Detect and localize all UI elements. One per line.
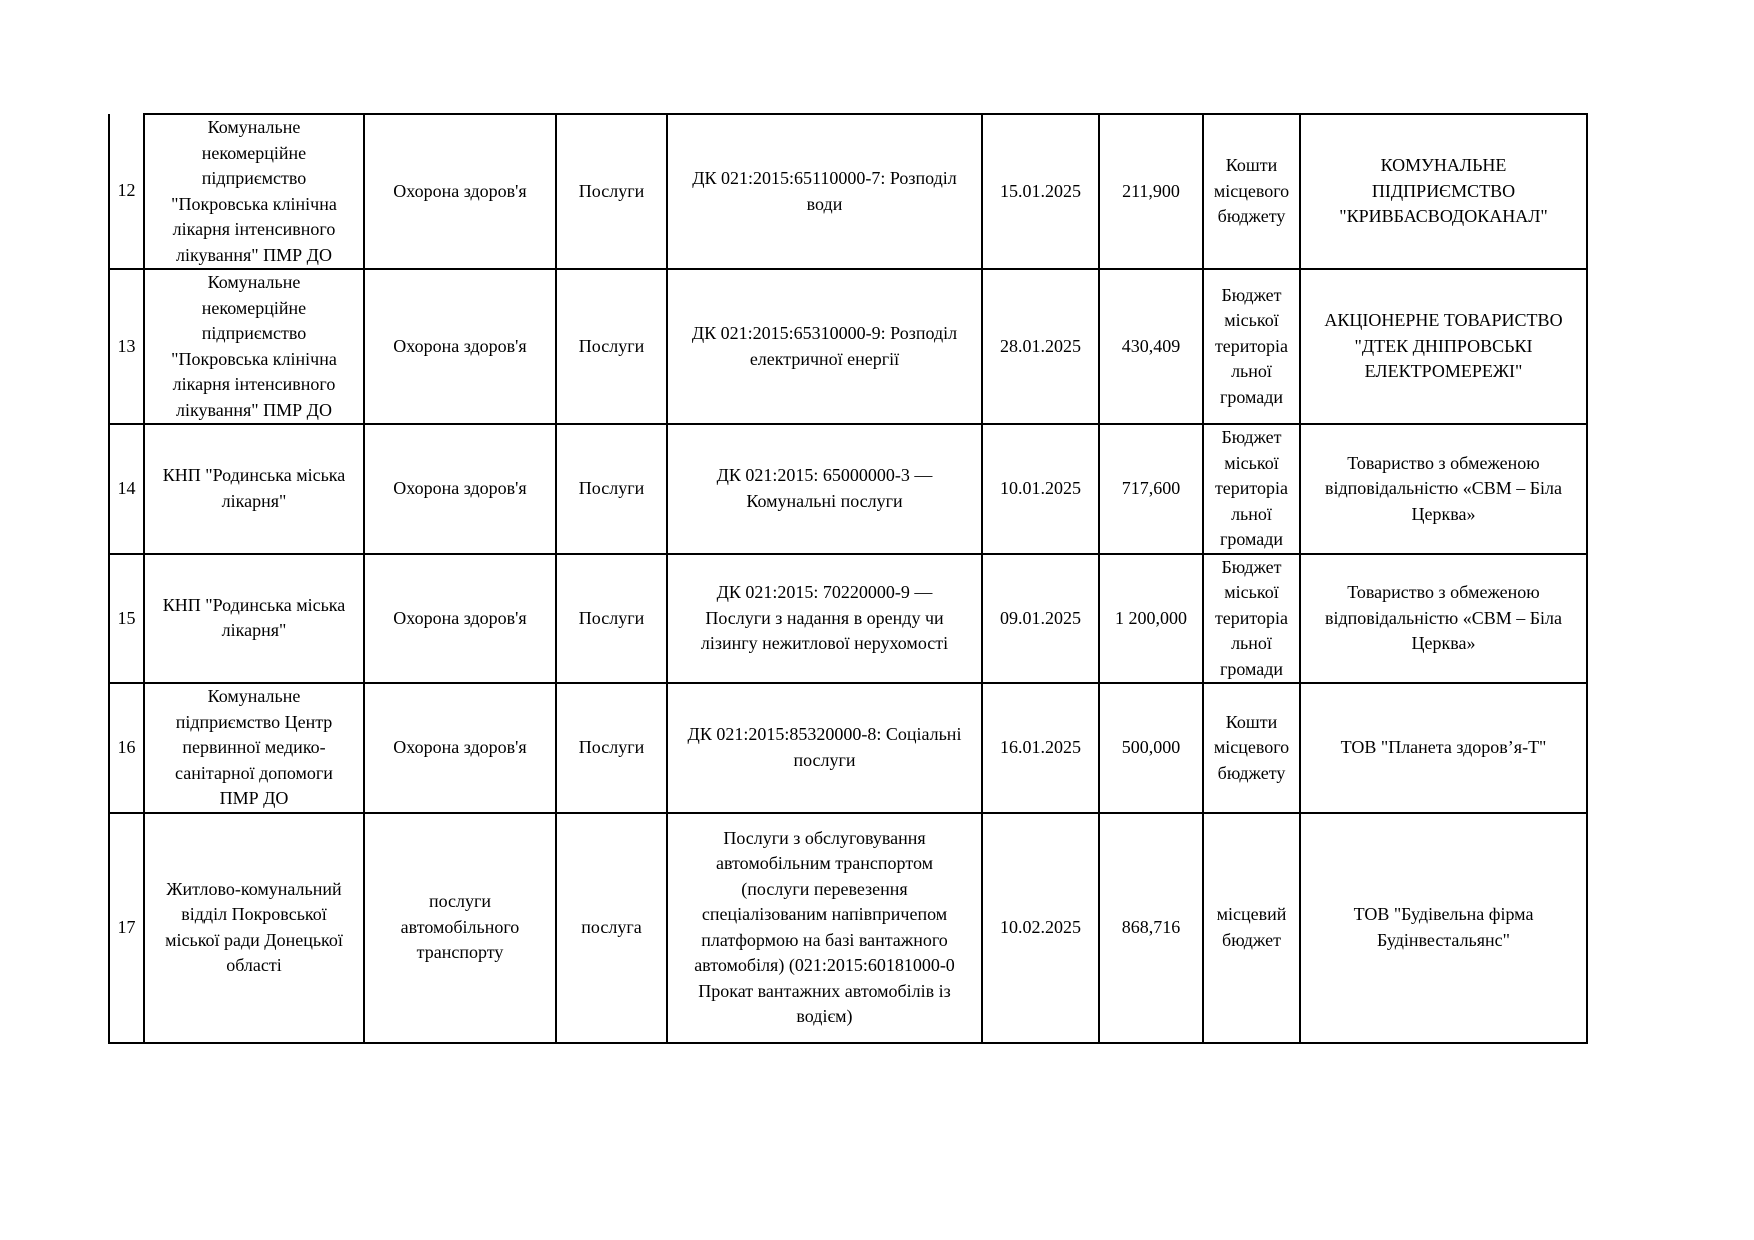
row-number: 12: [109, 114, 144, 269]
subject-cell: ДК 021:2015:85320000-8: Соціальні послуги: [667, 683, 982, 813]
customer-cell: Комунальне некомерційне підприємство "Покровська клінічна лікарня інтенсивного лікування" ПМР ДО: [144, 114, 364, 269]
customer-cell: Житлово-комунальний відділ Покровської міської ради Донецької області: [144, 813, 364, 1043]
customer-cell: КНП "Родинська міська лікарня": [144, 424, 364, 554]
amount-cell: 211,900: [1099, 114, 1203, 269]
type-cell: Послуги: [556, 554, 667, 684]
amount-cell: 868,716: [1099, 813, 1203, 1043]
amount-cell: 430,409: [1099, 269, 1203, 424]
subject-cell: Послуги з обслуговування автомобільним транспортом (послуги перевезення спеціалізованим напівпричепом платформою на базі вантажного автомобіля) (021:2015:60181000-0 Прокат вантажних автомобілів із водієм): [667, 813, 982, 1043]
sector-cell: Охорона здоров'я: [364, 114, 556, 269]
date-cell: 10.02.2025: [982, 813, 1099, 1043]
amount-cell: 500,000: [1099, 683, 1203, 813]
type-cell: Послуги: [556, 114, 667, 269]
supplier-cell: ТОВ "Планета здоров’я-Т": [1300, 683, 1587, 813]
customer-cell: Комунальне підприємство Центр первинної медико- санітарної допомоги ПМР ДО: [144, 683, 364, 813]
customer-cell: Комунальне некомерційне підприємство "Покровська клінічна лікарня інтенсивного лікування" ПМР ДО: [144, 269, 364, 424]
supplier-cell: ТОВ "Будівельна фірма Будінвестальянс": [1300, 813, 1587, 1043]
row-number: 13: [109, 269, 144, 424]
sector-cell: Охорона здоров'я: [364, 269, 556, 424]
date-cell: 28.01.2025: [982, 269, 1099, 424]
funding-source-cell: місцевий бюджет: [1203, 813, 1300, 1043]
table-row: [109, 269, 1587, 424]
amount-cell: 717,600: [1099, 424, 1203, 554]
supplier-cell: АКЦІОНЕРНЕ ТОВАРИСТВО "ДТЕК ДНІПРОВСЬКІ ЕЛЕКТРОМЕРЕЖІ": [1300, 269, 1587, 424]
date-cell: 10.01.2025: [982, 424, 1099, 554]
sector-cell: послуги автомобільного транспорту: [364, 813, 556, 1043]
row-number: 15: [109, 554, 144, 684]
funding-source-cell: Бюджет міської територіа льної громади: [1203, 424, 1300, 554]
subject-cell: ДК 021:2015:65310000-9: Розподіл електричної енергії: [667, 269, 982, 424]
date-cell: 09.01.2025: [982, 554, 1099, 684]
date-cell: 16.01.2025: [982, 683, 1099, 813]
type-cell: Послуги: [556, 683, 667, 813]
table-row: [109, 424, 1587, 554]
subject-cell: ДК 021:2015: 70220000-9 — Послуги з надання в оренду чи лізингу нежитлової нерухомості: [667, 554, 982, 684]
row-number: 16: [109, 683, 144, 813]
funding-source-cell: Бюджет міської територіа льної громади: [1203, 554, 1300, 684]
subject-cell: ДК 021:2015: 65000000-3 — Комунальні послуги: [667, 424, 982, 554]
sector-cell: Охорона здоров'я: [364, 554, 556, 684]
funding-source-cell: Кошти місцевого бюджету: [1203, 114, 1300, 269]
subject-cell: ДК 021:2015:65110000-7: Розподіл води: [667, 114, 982, 269]
amount-cell: 1 200,000: [1099, 554, 1203, 684]
row-number: 14: [109, 424, 144, 554]
table-row: [109, 683, 1587, 813]
funding-source-cell: Бюджет міської територіа льної громади: [1203, 269, 1300, 424]
procurement-table: [108, 113, 1588, 1044]
sector-cell: Охорона здоров'я: [364, 424, 556, 554]
customer-cell: КНП "Родинська міська лікарня": [144, 554, 364, 684]
date-cell: 15.01.2025: [982, 114, 1099, 269]
type-cell: послуга: [556, 813, 667, 1043]
type-cell: Послуги: [556, 424, 667, 554]
supplier-cell: Товариство з обмеженою відповідальністю «СВМ – Біла Церква»: [1300, 554, 1587, 684]
type-cell: Послуги: [556, 269, 667, 424]
sector-cell: Охорона здоров'я: [364, 683, 556, 813]
supplier-cell: КОМУНАЛЬНЕ ПІДПРИЄМСТВО "КРИВБАСВОДОКАНАЛ": [1300, 114, 1587, 269]
table-row: [109, 813, 1587, 1043]
table-row: [109, 554, 1587, 684]
row-number: 17: [109, 813, 144, 1043]
supplier-cell: Товариство з обмеженою відповідальністю «СВМ – Біла Церква»: [1300, 424, 1587, 554]
funding-source-cell: Кошти місцевого бюджету: [1203, 683, 1300, 813]
table-row: [109, 114, 1587, 269]
